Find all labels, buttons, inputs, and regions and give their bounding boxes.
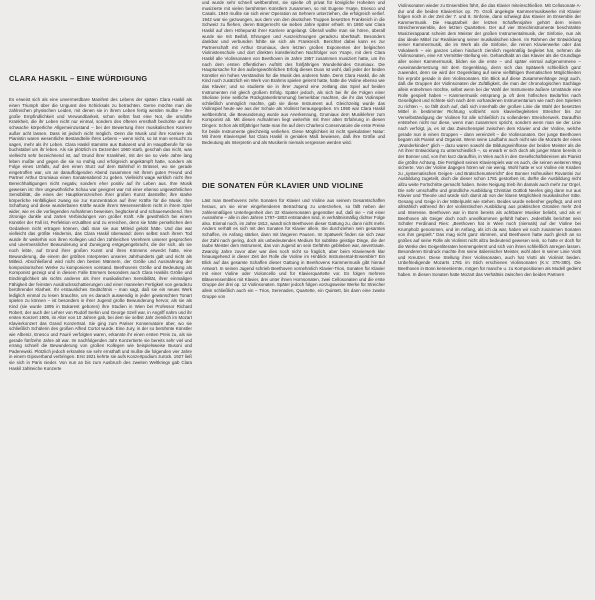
article-body-col2: und wurde sehr schnell weltberühmt, sie spielte oft privat für königliche Hoheiten und musizierte mit vielen berühmten Künstlern zusammen, so mit Eugene Ysaÿe, Enesco und Casals. 1940 mußte sie sich einer Operation an Sehnerv unterziehen, die erfolgreich verlief. 1942 war sie gezwungen, aus dem von den deutschen Truppen besetzten Frankreich in die Schweiz zu fliehen, deren Bürgerrecht sie sieben Jahre später erhielt. Im 1950 war Clara Haskil auf dem Höhepunkt ihrer Karriere angelangt. Überall wollte man sie hören, überall wurde sie mit Beifall, Ehrungen und Auszeichnungen geradezu überhäuft. Besonders dankbar und verbunden fühlte sie sich als Frankreich. Berichtet dabei kann es zur Partnerschaft mit Arthur Grumiaux, dem letzten großen Exponenten der belgischen Violinistenschule und dort direkten künstlerischen Nachfolger von Ysaÿe, mit dem Clara Haskil alle Violinsonaten von Beethoven im Jahre 1957 zusammen musiziert hatte, um ihn nach dem ersten öffentlichen Auftritt des fünfjährigen Wunderkindes Grumiaux. Die Hauptursache für den außergewöhnlichen Erfolg dieses Duos ist wohl, daß jeder der beiden Künstler ein hohes Verständnis für die Musik des anderen hatte. Denn Clara Haskil, die als Kind noch zusätzlich ein Werk von Brahms spielen gelernt hatte, hatte die Violine ebenso wie das Klavier; und so studierte sie in ihrer Jugend eine zeitlang das Spiel auf beiden Instrumenten mit gleich großem Erfolg. Später jedoch, als sich bei ihr die Folgen einer Skoliose (eine seitliche Rückgratverkrümmung) bemerkbar machten, die ihr das Violinspiel schließlich unmöglich machte, gab sie diese Instrument auf. Gleichzeitig wurde das Violinspiel heute wie aus der Schule als Violinist herausgegeben. Im 1950 war Clara Haskil weltberühmt, die Bewunderung wurde aus Anerkennung, Grumiaux dem Musiklehrer zum Komponist ab. Mit diesen Aufnahmen liegt weiterhin mit Ihrer alten Erfahrung in diesen Dingen: Schon als Elfjähriger hatte man ihn auf dem Charleroi Conservatoire die erste Preise für beide Instrumente gleichzeitig verliehen. Diese Möglichkeit ist nicht spekulativer Natur: Mit ihrem Klavierspiel hat Clara Haskil in genialen Maß bewiesen, daß ihre Größe und Bedeutung als Interpretin und als Musikerin niemals vergessen werden wird.	[202, 0, 385, 145]
section-body: Läst man Beethovens zehn Sonaten für Klavier und Violine aus seinem Gesamtschaffen heraus, um sie einer eingehenderen Betrachtung zu unterziehen, so fällt neben der zahlenmäßigen Unterlegenheit den 32 Klaviersonaten gegenüber auf, daß sie – mit einer Ausnahme – alle in den Jahren 1797–1803 entstanden sind, in verhältnismäßig dichter Folge also. Einmal noch, im Jahre 1812, wandt sich Beethoven dieser Gattung zu, dann nicht mehr. Anders verhält es sich mit den Sonaten für Klavier allein. Sie durchziehen sein gesamtes Schaffen, im Anfang stärker, dann mit längeren Pausen. Im Spätwerk finden sie sich zwar der Zahl nach gering, doch als unbedeutendes Medium für subtilste geistige Dinge, die der taube Meister dem Instrument, das von Jugend an sein Gefährte geblieben war, anvertraute. Zwanzig Jahre zuvor aber war dies noch nicht so fraglich, aber beim Klavierwerk klar hinausgehend in dieser Zeit der Rolle die Violine im Hinblick Instrumental-Ensemble? Ein Blick auf das gesamte Schaffen dieser Gattung in Beethovens Kammermusik gibt hierauf Antwort. In seinen Jugend schrieb Beethoven vornehmlich Klavier-Trios, Sonaten für Klavier mit einer Violine oder Violoncello und für Klavierquartette vor. Es folgen mehrere Bläserensembles mit Klavier, drei unter ihnen Hornsonaten, zwei Cellosonaten und die erste Gruppe der drei op. 12 Violinsonaten. Später jedoch folgen vorzugsweise Werke für Streicher allein schließlich auch ein – Trios, Serenaden, Quartette, ein Quintett, bis dann eine zweite Gruppe von	[202, 198, 385, 299]
column-left	[9, 0, 192, 371]
column-middle	[202, 0, 385, 299]
article-body-col3: Violinsonaten wieder zu Ensembles führt, die das Klavier miteinschließen. Mit Cellosonate A-dur und die beiden Klaviertrios op. 70. Groß angelegte Kammermusikwerke mit Klavier folgen noch in der Zeit der 7. und 8. Sinfonie, dann schwiegt das Klavier im Ensemble der Kammermusik. Die Hauptarbeit der letzten Schaffensjahre gehört dem reinen Streicherensemble, den letzten Quartetten. Der auf vier Streichinstrumente beschränkte Musizierapparat scheint dem Meister der großen Instrumentalmusik, der Sinfonie, nun als das ideale Mittel zur Realisierung seiner musikalischen Ideen. Im Rahmen der Entwicklung seiner Kammermusik, die im Werk als die Sinfonie, die reinen Klavierwerke oder das Vokalwerk – ein ganzes Leben hindurch ziemlich regelmäßig begleitet hat, nehmen die Violinsonaten, eine Art Vermittler-Stellung ein. Gehandhabt an das Klavier als die Grundlage aller seiner Kammermusik, bilden sie die erste – und später einmal aufgenommene – Auseinandersetzung mit dem Gegenklang, denn sich das Spätwerk schließlich ganz zuwendet, denn sie wird der Gegenklang auf seine vielfältigen thematischen Möglichkeiten hin erprobt gerade in den Violinsonaten. Ein Blick auf diese Zusammenhänge zeigt auch, daß die Gruppen der Violinsonaten der Zufälligkeit, die man der chronologischen Sachlage allein entnehmen möchte, selbst wenn bei der Wahl der Instrumente äußere Umstände eine Rolle gespielt haben – Kammermusik entsprang ja oft dem höfischen Bedürfnis nach Geselligkeit und richtete sich nach dem vorhandenen Instrumentarium wie nach den Spielern zu richten –, so fällt doch auf, daß sich innerhalb der großen Linie die Wahl der besetzten Mittel in bestimmter Richtung vollzieht: vom klavierbegleiteten Streicher bis zur Verselbständigung der Violinen für alle schließlich zu vollendeten Streicherwerk. Daraufhin entstehen nicht nur diese, wenn man zusammen spricht, sondern wenn man sie der Linie nach verfolgt, ja, es ist das Zwischenspiel zwischen dem Klavier und der Violine, welche gerade nun in einen Gruppen – dann vereinzelt – die Violinsonaten. Der junge Beethoven begann als Pianist und Organist. Wenn seine Laufbahn auch nicht wie die Mozarts der eines „Wunderkindes“ glich – dazu waren sowohl die Bildungseinflüsse der beiden Meister als die Art ihrer Entwicklung zu unterschiedlich –, so erwarb er sich doch als junger Mann bereits in der Bonner und, von ihm kurz daraufhin, in Wien auch in den Gesellschaftskreisen als Pianist die größte Achtung. Die Fertigkeit seines Klavierspiels war es auch, die seinen weiteren Weg sicherte. Von der Violine dagegen hören wir nie wenig. Wohl hatte er vor Violine ein Knaben zu „systematischen Geigen- und Bratschenunterricht“ den Bonner Hofmusiker Rovantini zur Ausbildung zugeteilt, doch die dieser schon 1781 gestorben ist, dürfte die Ausbildung nicht allzu weite Fortschritte gemacht haben. Seine Neigung trieb ihn damals auch mehr zur Orgel. Die sehr umschaffte und gründliche Ausbildung Christian Gottlob Neefes ging dann nur aus Klavier und Theorie und würde sich damit ab von der klaren Möglichkeit musikalischer Sitte. Gesang und Geige in der Mittelpunkt wie stehen. Beides wurde nebenher gepflegt, und erst allmählich während ihn der violinistischen Ausbildung aus praktischen Gründen mehr Zeit und Interesse. Beethoven war in Bonn bereits als achtbarer Musiker beliebt, und als er Beethoven als Geiger doch noch unvollkommen gefühlt haben. Jedenfalls berichtet sein Schüler Ferdinand Ries: „Beethoven hat in Wien noch (niemals) auf der Violine bei Krumpholz genommen, und im Anfang, als ich da war, haben wir noch zusammen Sonaten von ihm gespielt.“ Das mag nicht ganz stimmen, und Beethoven hatte auch gleich an so großes auf seine Rolle als Violinist nicht allzu bedeutend gewesen sein, so hatte er doch für die Werke des Geigenliteraten kennengelernt und sich von ihnen schließlich anregen lassen. Besonderen Eindruck machte ihm seine italienischer Meister, wohl aber in seiner Linie Viotti und Kreutzer. Diese Stellung ihrer Violinsonaten, auch hat Viotti als Violinist beiden. Unbefriedigende Mozarts 1781 im Stich erschienen Violinsonaten (K.V. 376-380). Die Beethoven in Bonn kennenlernte, mögen für manche u. zu Kompositionen als Modell gedient haben. In diesen Sonaten hatte Mozart das Verhältnis zwischen den beiden Partnern	[398, 3, 581, 277]
column-right	[398, 3, 581, 277]
article-title: CLARA HASKIL – EINE WÜRDIGUNG	[9, 74, 148, 83]
article-body-col1: Es erweist sich als eine unvermeïdbare Manifest des Lebens der späten Clara Haskil als einen Triumph über die Ungunst des Schicksals zu betrachten. Gerne möchte man die zahlreichen physischen Leiden, mit denen sie in ihrem Leben fertig werden mußte – ihre große Empfindlichkeit und Verwundbarkeit, schon selbst fast eine Not, die orndüfte Krankheit, die ihr Leben nicht nur einmal, sondern des öfteren ernsthaft bedrohte und ihr schwache körperliche Allgemeinzustand – bei der Bewertung ihrer musikalischen Karriere außer acht lassen. Dass ist jedoch nicht möglich. Denn die Musik und ihre Karriere als Pianistin waren wesentliche Bestandteile ihres Lebens – wenn nicht, so ist man versucht zu sagen, mehr als ihr Leben. Clara Haskil stammte aus Bukarest und im Hauptberufe für sie buchstabel um ihr leben. Als sie plötzlich im Dezember 1960 starb, geschah das nicht, was vielleicht sehr bezeichnend ist, auf Grund ihrer Krankheit, mit der sie so viele Jahre lang leben mußte und gegen die sie so mühig und erfolgreich angekämpft hatte, sondern als Folge eines Unfalls, auf den einen Sturz auf dem Bahnhof in Brüssel, wo sie gerade eingetroffen war, um an darauffolgenden Abend zusammen mit ihrem guten Freund und Partner Arthur Grumiaux einen Sonatenabend zu geben. Vielleicht wage wirklich nicht ihre Bereichhaltigungen nicht negativ, sondern eher positiv auf ihr Leben aus. Ihre Musik gewesen ist: Ihre ungewöhnliche Schau war geeignet war mit einer ebenso ungewöhnlichen Sensibilität, die eines der Hauptkennzeichen ihrer großen Kunst darstellte; ihre starke körperliche Hinfälligkeit zwang sie zur Konzentration auf ihrer Kräfte für die Musik. Ihre Schaftung und diese wunderbaren Kräfte wurde ihrem Wesensemblem nicht in ihrem Spiel wider, wie es die vorliegenden Aufnahmen beweisen, beglückend und schauerweckend. Ihre zitronige dunkle und zarten Verbindungen von großer Kraft. Alle gewöhnlich bei einem Künstler der Fall ist, Perfektion erzuällten und zu erreichen, denn sie hätte perseltichen den Gedanken nicht ertragen können, daß man sie aus Mitleid gelobt hätte. Und das war vielleicht das größte Hindernis, das Clara Haskil überwand: denn selbst nach ihrem Tod wurde ihr weiterhin von ihren Kollegen und den zahlreichen Verehrern unserer gesprochen und unermesslicher Bewunderung und Zuneigung entgegengebracht, die der sich, als sie noch lebte, auf Grund ihrer großen Kunst und ihres Könnens erweckt hatte, eine Bewunderung, die einem der größten Interpreten unseres Jahrhunderts galt und nicht als Mitleid. Abschließend wird nicht den besten Männern, der Größe und Ausmahrung der kompositorischen Werke zu komponieren vorstand. Beethovens Größe und Bedeutung als Komponist gezeigt und in diesem Falle Emmers besonders auch Clara Haskils Größe und Eindringlichkeit als nichts anderes als ihrer musikalischen Sensibilität, ihrer einmaligen Fähigkeit der feinsten Ausdrucksschattierungen und einer mannelen Fertigkeit von geradezu berührender Klarheit. Ihr erstaunliches Gedächtnis – man sagt, daß sie ein neues Werk lediglich einmal zu lesen brauchte, um es danach auswendig in jeder gewünschten Tonart spielen zu können – ist besonders in ihrer Jugend große Bewunderung hervor, als sie als Kind (sie wurde 1895 in Bukarest geboren) ihre Studien in Wien bei Professor Richard Robert, der auch der Lehrer von Rudolf Serkin und George Szell war, in Angriff nahm und ihr erstes Konzert 1906, im Alter von 10 Jahren gab, bei dem sie selbst Jahr ziemlich im Mozart Klavierkonzert das Grand Konzertsal. Sie ging zum Pariser Konservatoire über, wo sie schließlich Schülerin des großen Alfred Cortot wurde. Eine Jury, in der so berühmte Künstler wie Albeniz, Enesco und Fauré verfolgten waren, erkannte ihr einen ersten Preis zu, als sie gerade fünfzehn Jahre alt war. Im nachfolgenden Jahr Konzertierte sie bereits sehr viel und errang schnell die Bewunderung von großen Kollegen wie beispielsweise Busoni und Paderewski. Plötzlich jedoch erkrankte sie sehr ernsthaft und mußte die folgenden vier Jahre in einem Gipsverband verbringen. Erst 1921 kehrte sie aufs Konzertpodium zurück. 1927 ließ sie sich in Paris nieder. Von nun an bis zum Ausbruch des zweiten Weltkriegs gab Clara Haskil zahlreiche Konzerte	[9, 97, 192, 371]
section-title: DIE SONATEN FÜR KLAVIER UND VIOLINE	[202, 181, 364, 191]
section-sonatas	[202, 181, 385, 299]
